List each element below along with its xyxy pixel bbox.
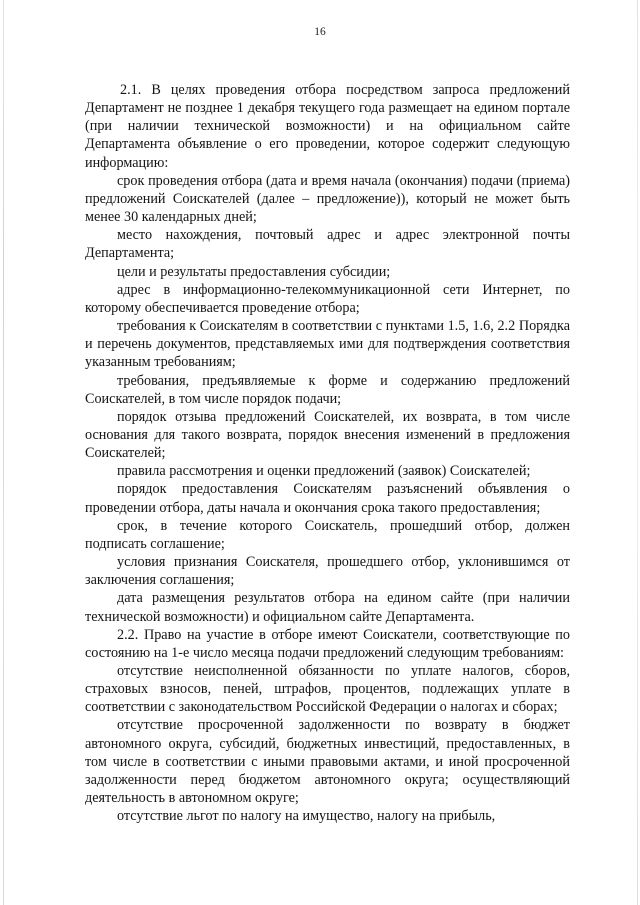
- paragraph-withdrawal: порядок отзыва предложений Соискателей, их возврата, в том числе основания для такого возврата, порядок внесения изменений в предложения Соискателей;: [85, 408, 570, 462]
- paragraph-no-overdue-debt: отсутствие просроченной задолженности по возврату в бюджет автономного округа, субсидий, бюджетных инвестиций, предоставленных, в том числе в соответствии с иными правовыми актами, и иной просроченной задолженности перед бюджетом автономного округа; осуществляющий деятельность в автономном округе;: [85, 717, 570, 807]
- paragraph-signing-term: срок, в течение которого Соискатель, прошедший отбор, должен подписать соглашение;: [85, 517, 570, 552]
- paragraph-no-benefits: отсутствие льгот по налогу на имущество, налогу на прибыль,: [117, 808, 496, 825]
- document-body: [85, 81, 570, 825]
- paragraph-evaluation-rules: правила рассмотрения и оценки предложений (заявок) Соискателей;: [117, 463, 531, 480]
- paragraph-results-date: дата размещения результатов отбора на едином сайте (при наличии технической возможности) и официальном сайте Департамента.: [85, 590, 570, 625]
- paragraph-goals: цели и результаты предоставления субсидии;: [117, 263, 391, 280]
- paragraph-2-2: 2.2. Право на участие в отборе имеют Соискатели, соответствующие по состоянию на 1-е число месяца подачи предложений следующим требованиям:: [85, 626, 570, 661]
- paragraph-2-1: 2.1. В целях проведения отбора посредством запроса предложений Департамент не позднее 1 декабря текущего года размещает на едином портале (при наличии технической возможности) и на официальном сайте Департамента объявление о его проведении, которое содержит следующую информацию:: [85, 82, 570, 171]
- scan-edge-right: [637, 0, 638, 905]
- scan-edge-left: [3, 0, 4, 905]
- paragraph-internet-address: адрес в информационно-телекоммуникационной сети Интернет, по которому обеспечивается проведение отбора;: [85, 281, 570, 316]
- paragraph-form-requirements: требования, предъявляемые к форме и содержанию предложений Соискателей, в том числе порядок подачи;: [85, 372, 570, 407]
- paragraph-no-tax-debt: отсутствие неисполненной обязанности по уплате налогов, сборов, страховых взносов, пеней, штрафов, процентов, подлежащих уплате в соответствии с законодательством Российской Федерации о налогах и сборах;: [85, 663, 570, 716]
- paragraph-address: место нахождения, почтовый адрес и адрес электронной почты Департамента;: [85, 227, 570, 262]
- paragraph-deadline: срок проведения отбора (дата и время начала (окончания) подачи (приема) предложений Соискателей (далее – предложение)), который не может быть менее 30 календарных дней;: [85, 172, 570, 226]
- paragraph-clarifications: порядок предоставления Соискателям разъяснений объявления о проведении отбора, даты начала и окончания срока такого предоставления;: [85, 481, 570, 516]
- page-number: 16: [314, 26, 326, 38]
- paragraph-evasion-conditions: условия признания Соискателя, прошедшего отбор, уклонившимся от заключения соглашения;: [85, 554, 570, 589]
- paragraph-requirements: требования к Соискателям в соответствии с пунктами 1.5, 1.6, 2.2 Порядка и перечень документов, представляемых ими для подтверждения соответствия указанным требованиям;: [85, 318, 570, 371]
